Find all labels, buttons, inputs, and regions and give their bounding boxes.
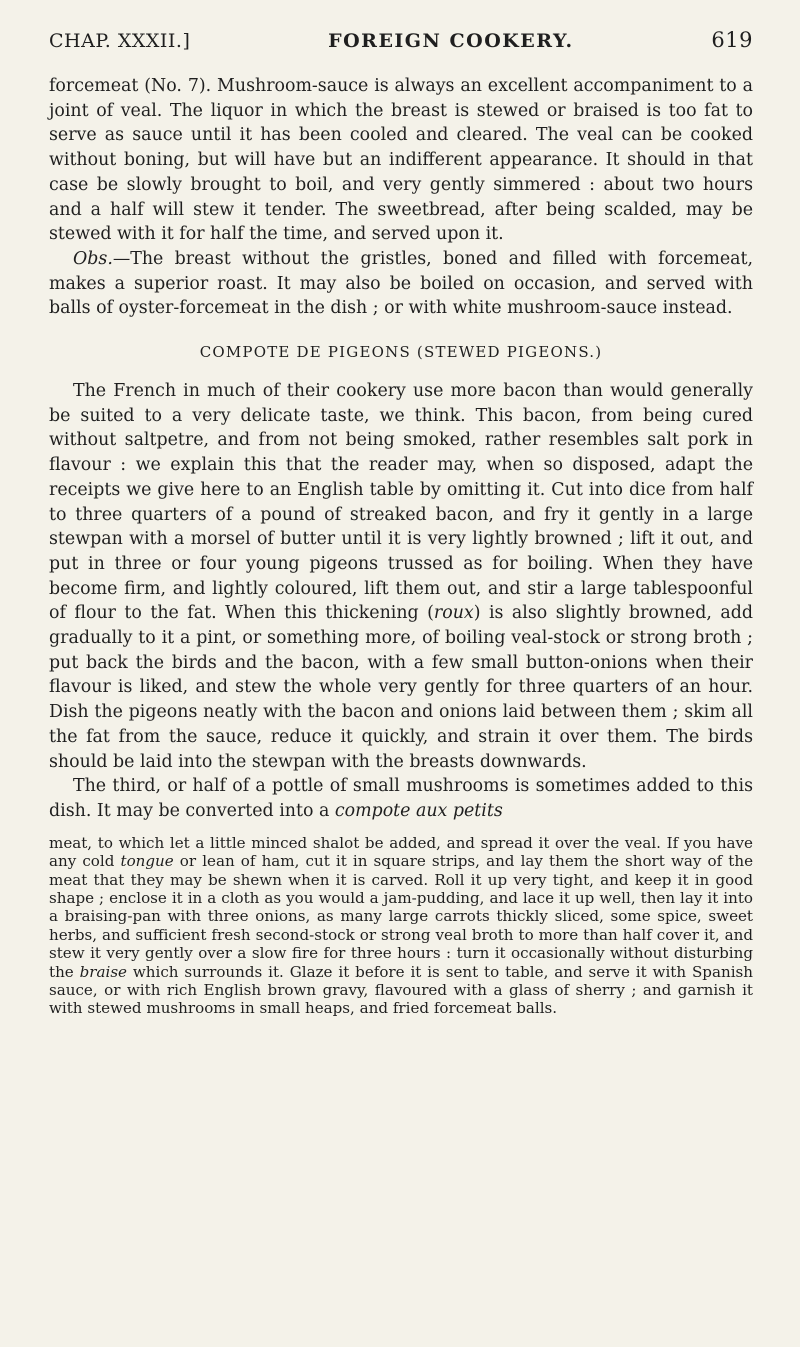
recipe-heading: COMPOTE DE PIGEONS (STEWED PIGEONS.) <box>199 343 603 362</box>
obs-text: —The breast without the gristles, boned and filled with forcemeat, makes a superior roast. It may also be boiled on occasion, and served with balls of oyster-forcemeat in the dish ; or with white mushroom-sauce instead. <box>49 248 753 319</box>
footnote-text <box>49 834 753 1018</box>
paragraph-mushrooms <box>49 774 753 823</box>
pigeons-text-b: ) is also slightly browned, add gradually to it a pint, or something more, of boiling veal-stock or strong broth ; put back the birds and the bacon, with a few small button-onions when their flavour is liked, and stew the whole very gently for three quarters of an hour. Dish the pigeons neatly with the bacon and onions laid between them ; skim all the fat from the sauce, reduce it quickly, and strain it over them. The birds should be laid into the stewpan with the breasts downwards. <box>49 603 753 772</box>
small-text-a: meat, to which let a little minced shalot be added, and spread it over the veal. If you have any cold <box>49 833 753 871</box>
paragraph-pigeons <box>49 379 753 774</box>
small-text-c: which surrounds it. Glaze it before it is sent to table, and serve it with Spanish sauce, or with rich English brown gravy, flavoured with a glass of sherry ; and garnish it with stewed mushrooms in small heaps, and fried forcemeat balls. <box>49 962 753 1018</box>
pigeons-roux: roux <box>433 603 474 624</box>
obs-label: Obs. <box>73 248 113 269</box>
page-title: FOREIGN COOKERY. <box>328 30 574 52</box>
running-head <box>49 28 753 52</box>
main-text <box>49 74 753 824</box>
chapter-label: CHAP. XXXII.] <box>49 30 191 52</box>
small-text-b: or lean of ham, cut it in square strips, and lay them the short way of the meat that they may be shewn when it is carved. Roll it up very tight, and keep it in good shape ; enclose it in a cloth as you would a jam-pudding, and lace it up well, then lay it into a braising-pan with three onions, as many large carrots thickly sliced, some spice, sweet herbs, and sufficient fresh second-stock or strong veal broth to more than half cover it, and stew it very gently over a slow fire for three hours : turn it occasionally without disturbing the <box>49 852 753 981</box>
mushrooms-italic: compote aux petits <box>334 800 503 821</box>
small-tongue: tongue <box>120 852 174 871</box>
paragraph-veal-continuation: forcemeat (No. 7). Mushroom-sauce is always an excellent accompaniment to a joint of veal. The liquor in which the breast is stewed or braised is too fat to serve as sauce until it has been cooled and cleared. The veal can be cooked without boning, but will have but an indifferent appearance. It should in that case be slowly brought to boil, and very gently simmered : about two hours and a half will stew it tender. The sweetbread, after being scalded, may be stewed with it for half the time, and served upon it. <box>49 76 753 245</box>
paragraph-small <box>49 834 753 1018</box>
small-braise: braise <box>79 962 127 981</box>
paragraph-obs <box>49 247 753 321</box>
page-number: 619 <box>711 28 753 52</box>
pigeons-text-a: The French in much of their cookery use more bacon than would generally be suited to a very delicate taste, we think. This bacon, from being cured without saltpetre, and from not being smoked, rather resembles salt pork in flavour : we explain this that the reader may, when so disposed, adapt the receipts we give here to an English table by omitting it. Cut into dice from half to three quarters of a pound of streaked bacon, and fry it gently in a large stewpan with a morsel of butter until it is very lightly browned ; lift it out, and put in three or four young pigeons trussed as for boiling. When they have become firm, and lightly coloured, lift them out, and stir a large tablespoonful of flour to the fat. When this thickening ( <box>49 381 753 624</box>
mushrooms-text: The third, or half of a pottle of small mushrooms is sometimes added to this dish. It may be converted into a <box>49 776 753 821</box>
